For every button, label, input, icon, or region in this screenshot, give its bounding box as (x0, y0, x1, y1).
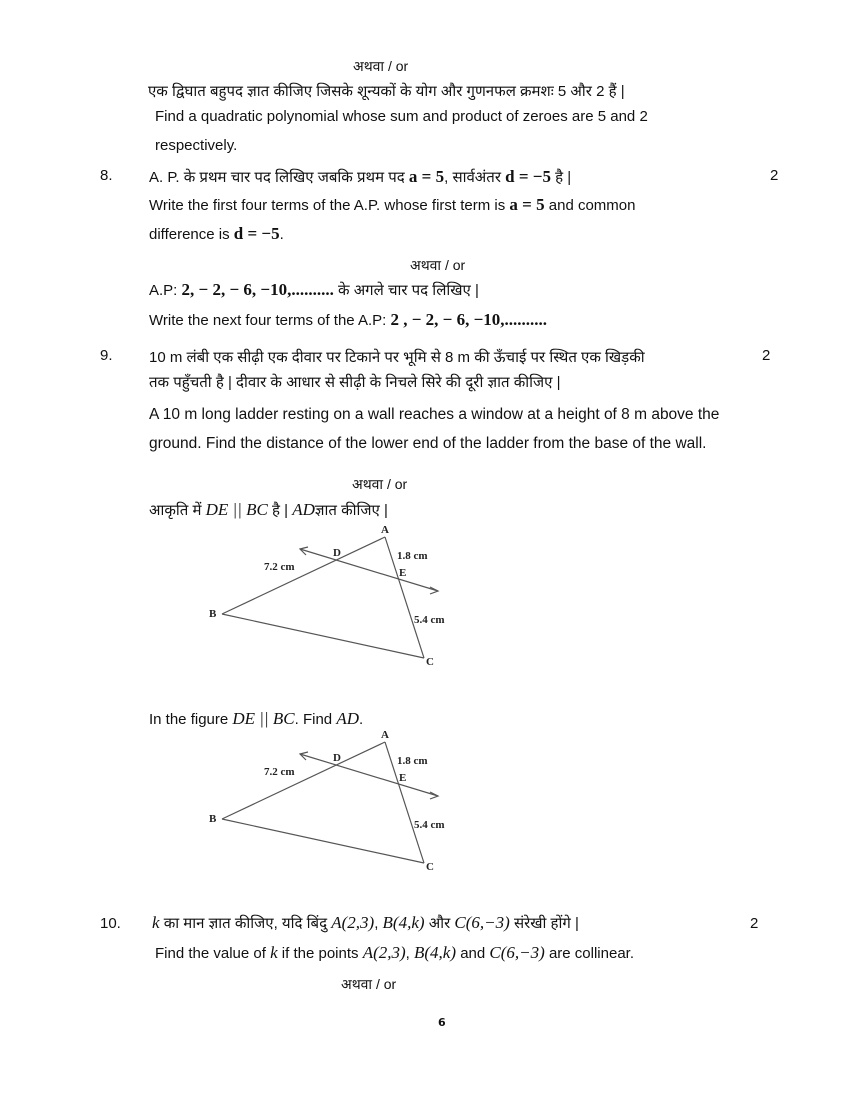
text: Write the next four terms of the A.P: (149, 312, 387, 329)
text: A. P. के प्रथम चार पद लिखिए जबकि प्रथम पद (149, 169, 405, 186)
text: संरेखी होंगे | (513, 915, 579, 932)
text: . Find (294, 711, 333, 728)
marks: 2 (770, 167, 779, 184)
math-parallel: DE || BC (205, 500, 268, 519)
or-divider: अथवा / or (353, 58, 409, 74)
text: , सार्वअंतर (444, 169, 501, 186)
q10-hindi (152, 913, 579, 933)
text: , (405, 945, 410, 962)
label-c: C (426, 861, 434, 873)
math-ad: AD (336, 709, 359, 728)
ap-sequence: 2 , − 2, − 6, −10,.......... (390, 310, 548, 329)
q8-english-line1 (149, 195, 635, 215)
text: , (374, 915, 379, 932)
q8-english-line2 (149, 224, 284, 244)
text: Find the value of (155, 945, 266, 962)
q9-hindi-line1: 10 m लंबी एक सीढ़ी एक दीवार पर टिकाने पर भूमि से 8 m की ऊँचाई पर स्थित एक खिड़की (149, 349, 645, 366)
q7-or-english-line1: Find a quadratic polynomial whose sum and product of zeroes are 5 and 2 (155, 108, 648, 125)
text: are collinear. (548, 945, 635, 962)
point-a: A(2,3) (331, 913, 375, 932)
label-d: D (333, 547, 341, 559)
question-number: 8. (100, 167, 113, 184)
text: का मान ज्ञात कीजिए, यदि बिंदु (163, 915, 328, 932)
text: In the figure (149, 711, 229, 728)
label-b: B (209, 813, 217, 825)
q8-or-hindi (149, 280, 479, 300)
q9-english-line1: A 10 m long ladder resting on a wall reaches a window at a height of 8 m above the (149, 406, 720, 423)
label-b: B (209, 608, 217, 620)
q7-or-hindi: एक द्विघात बहुपद ज्ञात कीजिए जिसके शून्यकों के योग और गुणनफल क्रमशः 5 और 2 हैं | (148, 83, 625, 100)
or-divider: अथवा / or (341, 976, 397, 992)
q7-or-english-line2: respectively. (155, 137, 238, 154)
text: है | (272, 502, 289, 519)
point-b: B(4,k) (382, 913, 425, 932)
question-number: 9. (100, 347, 113, 364)
or-divider: अथवा / or (410, 257, 466, 273)
math-a: a = 5 (509, 195, 545, 214)
math-k: k (270, 943, 278, 962)
or-divider: अथवा / or (352, 476, 408, 492)
math-d: d = −5 (233, 224, 280, 243)
text: difference is (149, 226, 230, 243)
math-ad: AD (292, 500, 315, 519)
triangle-figure (200, 525, 470, 675)
text: आकृति में (149, 502, 202, 519)
q9-hindi-line2: तक पहुँचती है | दीवार के आधार से सीढ़ी के निचले सिरे की दूरी ज्ञात कीजिए | (149, 374, 561, 391)
label-db-length: 7.2 cm (264, 561, 295, 573)
question-number: 10. (100, 915, 121, 932)
text: . (358, 711, 364, 728)
math-d: d = −5 (505, 167, 551, 186)
text: और (428, 915, 451, 932)
label-e: E (399, 567, 407, 579)
q9-or-english (149, 709, 363, 729)
label-a: A (381, 525, 389, 536)
q10-english (155, 943, 634, 963)
ap-sequence: 2, − 2, − 6, −10,.......... (181, 280, 334, 299)
q9-english-line2: ground. Find the distance of the lower end of the ladder from the base of the wall. (149, 435, 707, 452)
math-parallel: DE || BC (232, 709, 295, 728)
math-a: a = 5 (408, 167, 445, 186)
text: है | (555, 169, 572, 186)
point-a: A(2,3) (362, 943, 406, 962)
label-c: C (426, 656, 434, 668)
label-ae-length: 1.8 cm (397, 755, 428, 767)
label-a: A (381, 730, 389, 741)
page-number: 6 (438, 1016, 446, 1029)
marks: 2 (762, 347, 771, 364)
marks: 2 (750, 915, 759, 932)
text: के अगले चार पद लिखिए | (338, 282, 479, 299)
triangle-figure (200, 730, 470, 880)
label-ae-length: 1.8 cm (397, 550, 428, 562)
label-db-length: 7.2 cm (264, 766, 295, 778)
text: Write the first four terms of the A.P. whose first term is (149, 197, 506, 214)
math-k: k (152, 913, 160, 932)
text: if the points (281, 945, 359, 962)
text: ज्ञात कीजिए | (314, 502, 388, 519)
point-c: C(6,−3) (454, 913, 510, 932)
label-ec-length: 5.4 cm (414, 614, 445, 626)
point-b: B(4,k) (414, 943, 457, 962)
label-e: E (399, 772, 407, 784)
text: . (279, 226, 284, 243)
text: and (460, 945, 486, 962)
point-c: C(6,−3) (489, 943, 545, 962)
text: and common (548, 197, 636, 214)
label-ec-length: 5.4 cm (414, 819, 445, 831)
q8-or-english (149, 310, 547, 330)
q9-or-hindi (149, 500, 388, 520)
label-d: D (333, 752, 341, 764)
q8-hindi (149, 167, 571, 187)
text: A.P: (149, 282, 178, 299)
